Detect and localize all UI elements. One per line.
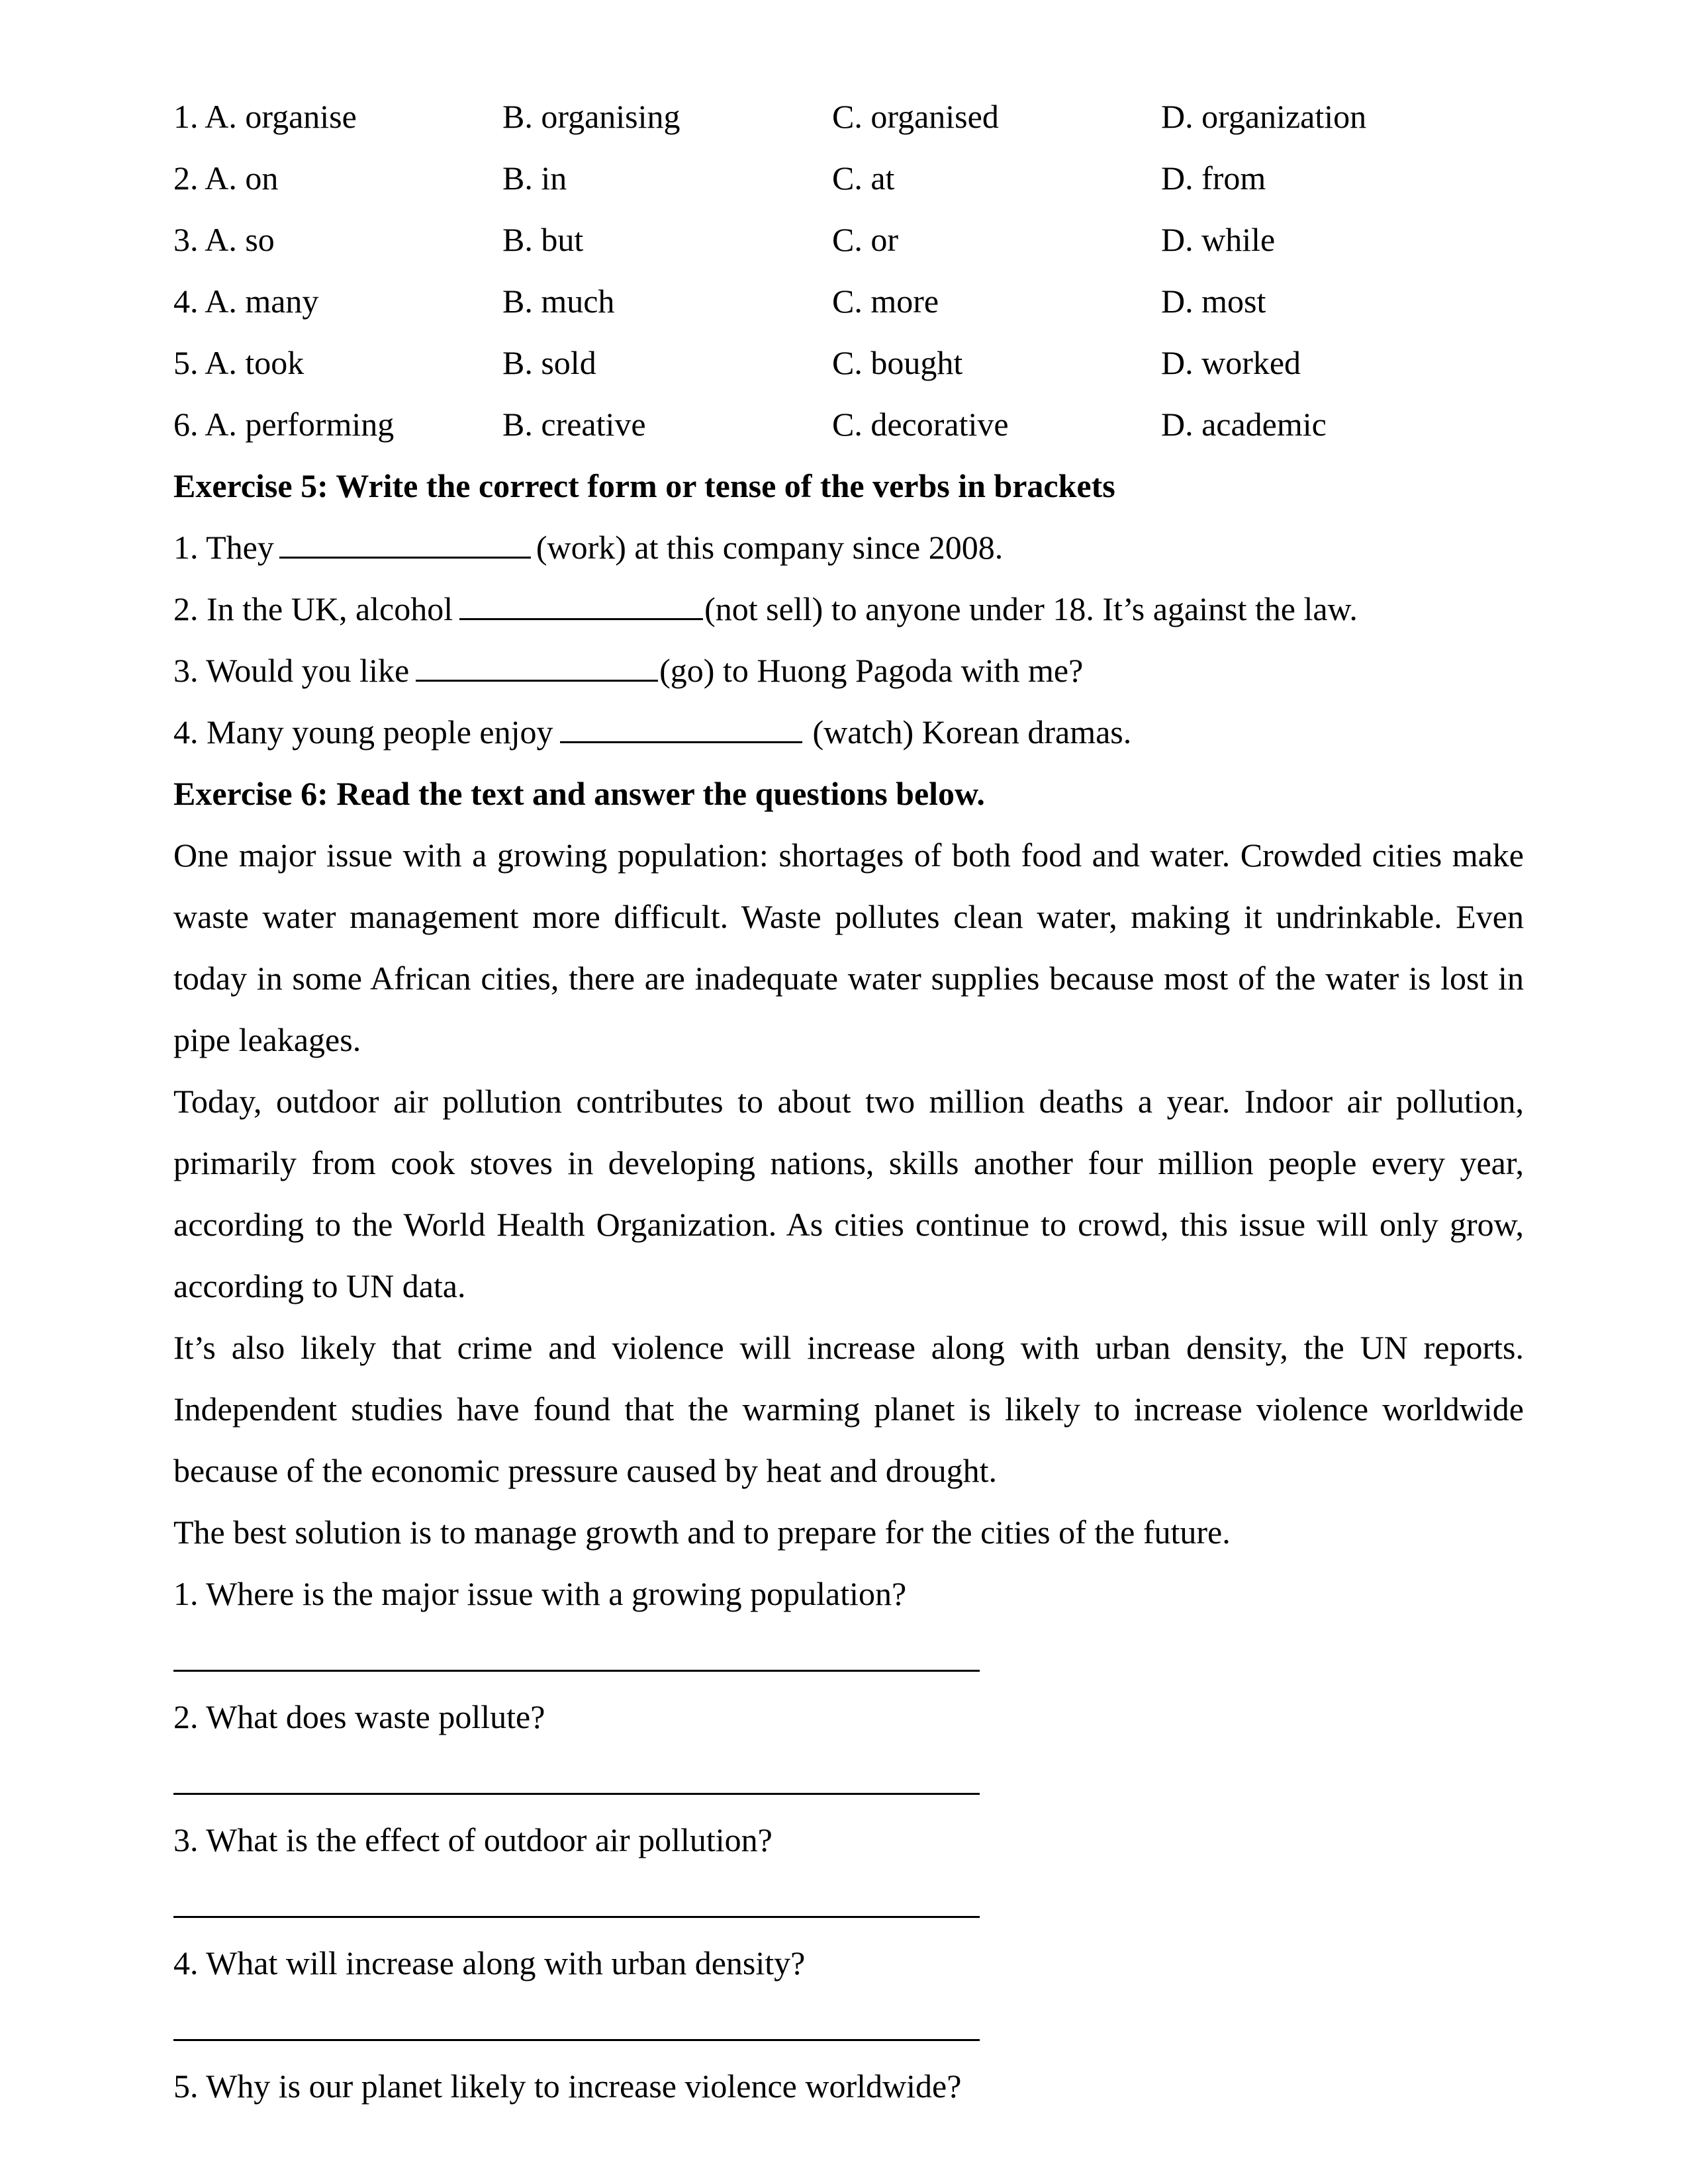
question: 2. What does waste pollute? [173, 1698, 545, 1735]
exercise-5-item [173, 640, 1524, 702]
option-a: 3. A. so [173, 221, 275, 258]
fill-in-blank[interactable] [459, 592, 703, 620]
option-c: C. bought [832, 344, 963, 381]
exercise-5-item [173, 578, 1524, 640]
option-row [173, 394, 1524, 455]
item-suffix: (work) at this company since 2008. [536, 529, 1004, 566]
answer-line[interactable] [173, 1871, 980, 1933]
option-d: D. while [1161, 221, 1276, 258]
option-row [173, 86, 1524, 148]
option-a: 6. A. performing [173, 406, 395, 443]
option-row [173, 148, 1524, 209]
option-b: B. creative [502, 406, 646, 443]
exercise-5-item [173, 517, 1524, 578]
option-a: 1. A. organise [173, 98, 357, 135]
reading-paragraph: Today, outdoor air pollution contributes to about two million deaths a year. Indoor air pollution, primarily from cook stoves in developing nations, skills another four million people every year, according to the World Health Organization. As cities continue to crowd, this issue will only grow, according to UN data. [173, 1083, 1524, 1304]
worksheet-content [173, 86, 1524, 2117]
answer-line[interactable] [173, 1625, 980, 1686]
option-row [173, 209, 1524, 271]
option-b: B. sold [502, 344, 596, 381]
item-prefix: 4. Many young people enjoy [173, 713, 553, 751]
option-c: C. more [832, 283, 939, 320]
option-c: C. at [832, 159, 895, 197]
option-d: D. worked [1161, 344, 1301, 381]
option-b: B. organising [502, 98, 680, 135]
item-prefix: 1. They [173, 529, 274, 566]
item-prefix: 3. Would you like [173, 652, 410, 689]
option-a: 5. A. took [173, 344, 305, 381]
reading-paragraph: It’s also likely that crime and violence will increase along with urban density, the UN reports. Independent studies have found that the warming planet is likely to increase violence worldwide because of the economic pressure caused by heat and drought. [173, 1329, 1524, 1489]
fill-in-blank[interactable] [416, 653, 658, 682]
option-d: D. from [1161, 159, 1266, 197]
option-b: B. much [502, 283, 615, 320]
option-a: 2. A. on [173, 159, 279, 197]
item-suffix: (not sell) to anyone under 18. It’s against the law. [704, 590, 1358, 627]
option-c: C. or [832, 221, 898, 258]
option-c: C. organised [832, 98, 999, 135]
item-prefix: 2. In the UK, alcohol [173, 590, 453, 627]
question: 5. Why is our planet likely to increase violence worldwide? [173, 2068, 962, 2105]
option-a: 4. A. many [173, 283, 319, 320]
option-c: C. decorative [832, 406, 1009, 443]
exercise-6-heading: Exercise 6: Read the text and answer the questions below. [173, 775, 985, 812]
reading-paragraph: The best solution is to manage growth and to prepare for the cities of the future. [173, 1514, 1231, 1551]
exercise-5-heading: Exercise 5: Write the correct form or tense of the verbs in brackets [173, 467, 1115, 504]
option-d: D. most [1161, 283, 1266, 320]
question: 1. Where is the major issue with a growing population? [173, 1575, 907, 1612]
reading-paragraph: One major issue with a growing population: shortages of both food and water. Crowded cities make waste water management more difficult. Waste pollutes clean water, making it undrinkable. Even today in some African cities, there are inadequate water supplies because most of the water is lost in pipe leakages. [173, 837, 1524, 1058]
answer-line[interactable] [173, 1748, 980, 1809]
option-b: B. in [502, 159, 567, 197]
fill-in-blank[interactable] [560, 715, 802, 743]
answer-line[interactable] [173, 1994, 980, 2056]
fill-in-blank[interactable] [279, 530, 531, 559]
option-row [173, 332, 1524, 394]
item-suffix: (go) to Huong Pagoda with me? [659, 652, 1084, 689]
item-suffix: (watch) Korean dramas. [812, 713, 1132, 751]
multiple-choice-options [173, 86, 1524, 455]
question: 3. What is the effect of outdoor air pollution? [173, 1821, 773, 1858]
exercise-5-item [173, 702, 1524, 763]
option-b: B. but [502, 221, 584, 258]
option-d: D. academic [1161, 406, 1327, 443]
option-row [173, 271, 1524, 332]
option-d: D. organization [1161, 98, 1367, 135]
question: 4. What will increase along with urban density? [173, 1944, 806, 1981]
